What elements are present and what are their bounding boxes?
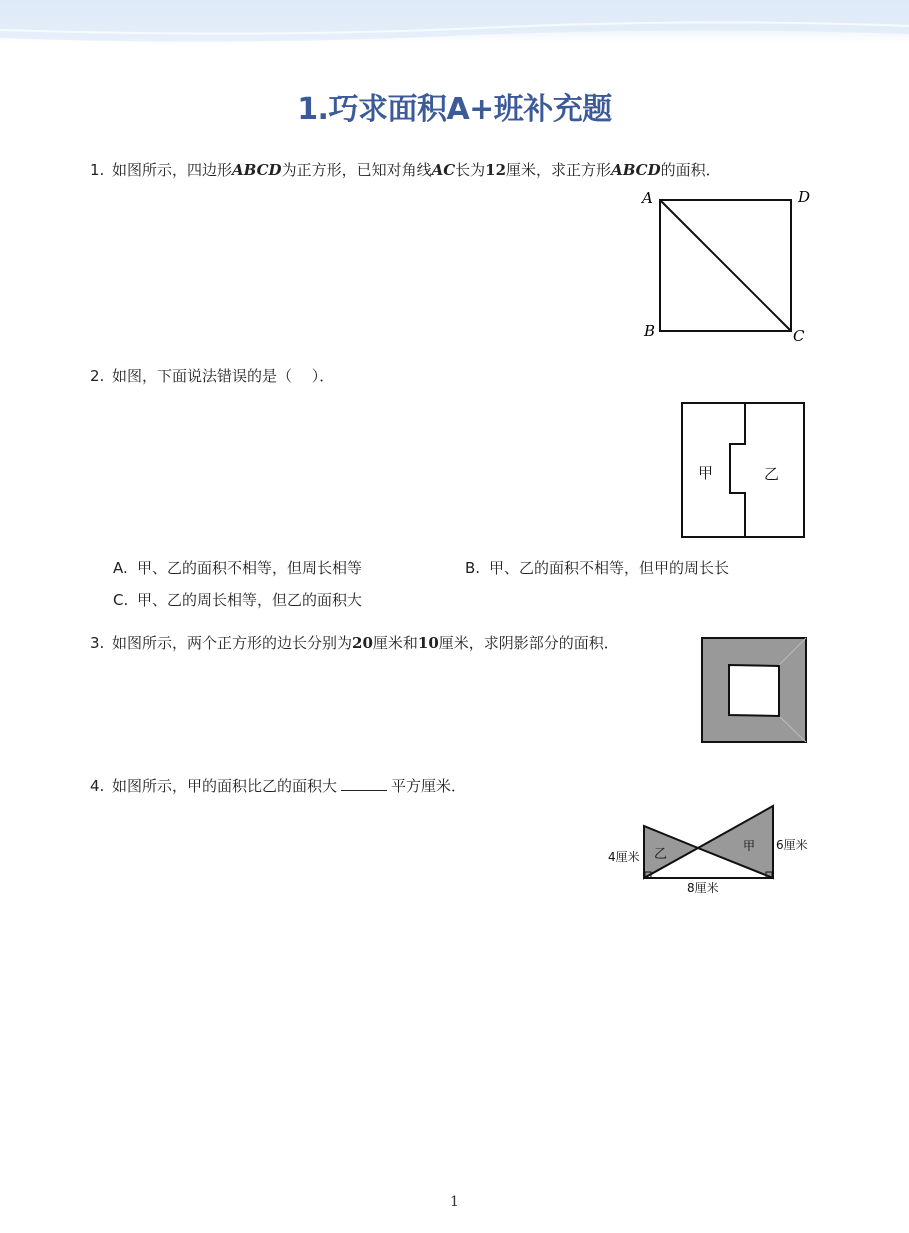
choice-text: 甲、乙的周长相等，但乙的面积大: [137, 591, 363, 609]
question-number: 3.: [90, 634, 105, 652]
page-title: 1.巧求面积A+班补充题: [297, 92, 612, 127]
choice-letter: C.: [113, 591, 129, 609]
question-1: [90, 160, 721, 180]
question-text: 厘米，求正方形: [506, 161, 612, 179]
question-number: 2.: [90, 367, 105, 385]
question-text: 为正方形，已知对角线: [281, 161, 432, 179]
number-12: 12: [485, 161, 507, 179]
question-2: [90, 366, 334, 386]
math-abcd: ABCD: [232, 161, 282, 179]
question-text: 如图所示，两个正方形的边长分别为: [112, 634, 353, 652]
question-4: [90, 776, 466, 796]
figure-square-abcd: [636, 184, 826, 349]
number-20: 20: [352, 634, 373, 652]
label-c: C: [793, 327, 805, 345]
dimension-4cm: 4厘米: [608, 850, 640, 864]
label-b: B: [644, 322, 656, 340]
dimension-6cm: 6厘米: [776, 838, 808, 852]
label-a: A: [642, 189, 653, 207]
question-text: 如图所示，四边形: [112, 161, 233, 179]
question-text: 厘米，求阴影部分的面积．: [438, 634, 619, 652]
number-10: 10: [417, 634, 439, 652]
question-text: 如图，下面说法错误的是（ ）．: [112, 367, 335, 385]
figure-bowtie-triangles: [604, 800, 824, 900]
choice-b[interactable]: [465, 558, 729, 578]
question-text: 平方厘米．: [391, 777, 467, 795]
math-ac: AC: [431, 161, 456, 179]
choice-text: 甲、乙的面积不相等，但甲的周长长: [489, 559, 730, 577]
label-jia: 甲: [743, 839, 756, 853]
choice-text: 甲、乙的面积不相等，但周长相等: [137, 559, 363, 577]
choice-letter: A.: [113, 559, 128, 577]
math-abcd: ABCD: [611, 161, 661, 179]
question-text: 厘米和: [372, 634, 418, 652]
question-text: 长为: [455, 161, 486, 179]
label-jia: 甲: [698, 464, 714, 482]
header-wave-decoration: [0, 0, 909, 50]
figure-split-rectangle: [676, 398, 812, 544]
choice-c[interactable]: [113, 590, 362, 610]
question-number: 4.: [90, 777, 105, 795]
answer-blank[interactable]: [341, 776, 387, 791]
page-number: 1: [450, 1194, 459, 1210]
label-d: D: [798, 188, 811, 206]
question-3: [90, 633, 619, 653]
question-text: 的面积．: [660, 161, 721, 179]
label-yi: 乙: [764, 465, 780, 483]
label-yi: 乙: [654, 847, 668, 862]
dimension-8cm: 8厘米: [687, 881, 719, 895]
question-text: 如图所示，甲的面积比乙的面积大: [112, 777, 338, 795]
choice-a[interactable]: [113, 558, 362, 578]
question-number: 1.: [90, 161, 105, 179]
figure-nested-squares: [696, 632, 814, 750]
choice-letter: B.: [465, 559, 481, 577]
